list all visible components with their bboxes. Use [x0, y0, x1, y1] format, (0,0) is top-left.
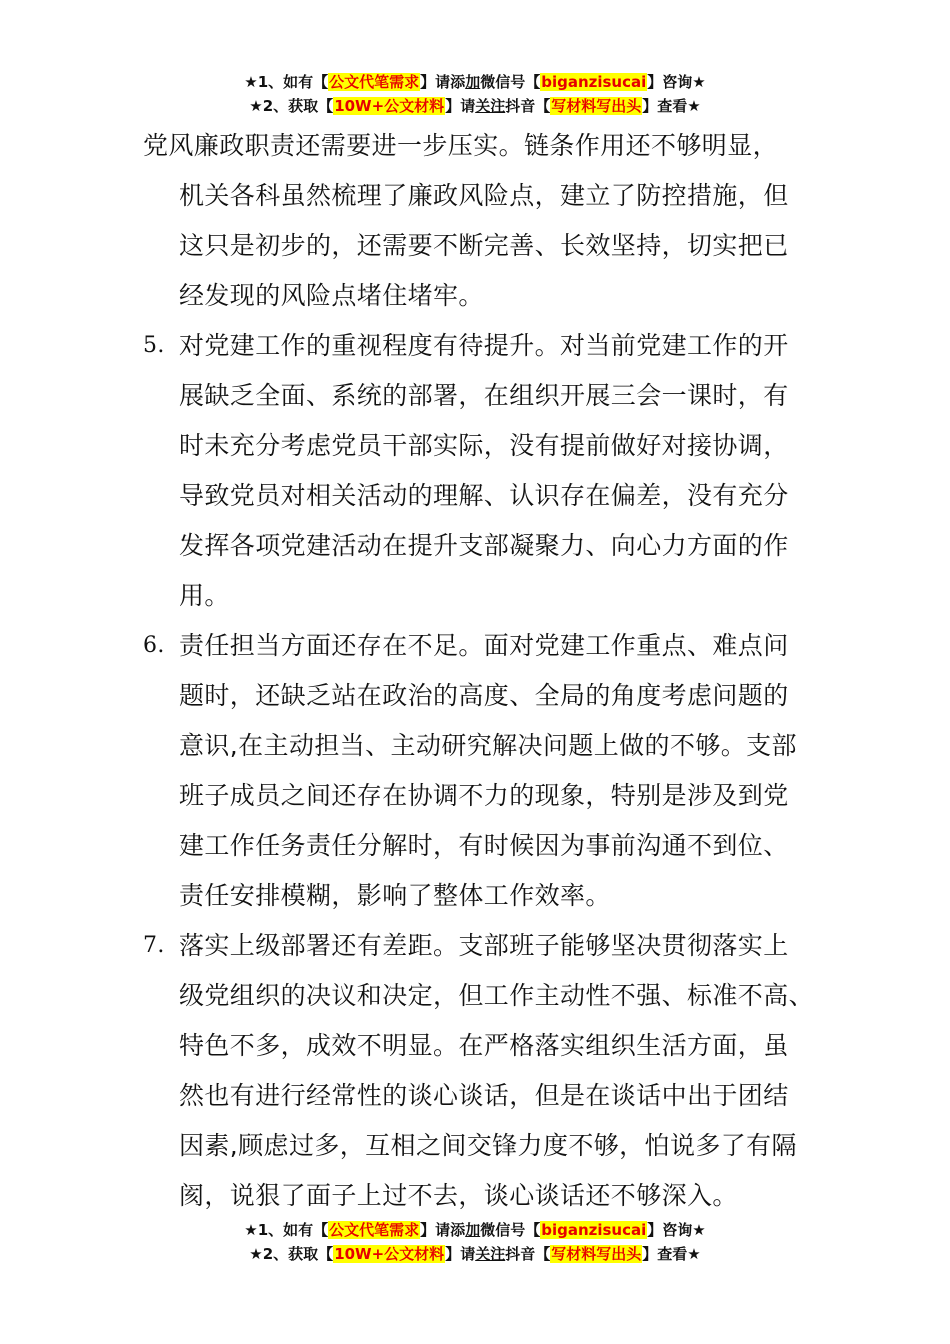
paragraph-number: 7.: [143, 933, 165, 958]
banner-text: ★1、如有【: [244, 1221, 329, 1239]
banner-text: 抖音【: [505, 97, 551, 115]
banner-line-1: [0, 1218, 950, 1242]
banner-text: 微信号【: [480, 73, 541, 91]
text-line: 责任担当方面还存在不足。面对党建工作重点、难点问: [179, 631, 789, 660]
banner-text: ★2、获取【: [249, 1245, 334, 1263]
highlight-service: 公文代笔需求: [329, 73, 420, 91]
banner-text: 】查看★: [642, 1245, 701, 1263]
highlight-douyin-account: 写材料写出头: [551, 97, 642, 115]
banner-text: 】咨询★: [647, 1221, 706, 1239]
banner-underlined: 关注: [475, 1245, 506, 1263]
banner-text: 】查看★: [642, 97, 701, 115]
text-line: 然也有进行经常性的谈心谈话，但是在谈话中出于团结: [179, 1081, 789, 1110]
text-line: 对党建工作的重视程度有待提升。对当前党建工作的开: [179, 331, 789, 360]
text-line: 责任安排模糊，影响了整体工作效率。: [179, 881, 611, 910]
text-line: 发挥各项党建活动在提升支部凝聚力、向心力方面的作: [179, 531, 789, 560]
document-body: [0, 121, 950, 1221]
text-line: 经发现的风险点堵住堵牢。: [179, 281, 484, 310]
text-line: 机关各科虽然梳理了廉政风险点，建立了防控措施，但: [179, 181, 789, 210]
text-line: 因素,顾虑过多，互相之间交锋力度不够，怕说多了有隔: [179, 1131, 797, 1160]
highlight-service: 公文代笔需求: [329, 1221, 420, 1239]
text-line: 级党组织的决议和决定，但工作主动性不强、标准不高、: [179, 981, 815, 1010]
text-line: 意识,在主动担当、主动研究解决问题上做的不够。支部: [179, 731, 797, 760]
banner-underlined: 关注: [475, 97, 506, 115]
numbered-paragraph-5: [0, 321, 809, 621]
highlight-douyin-account: 写材料写出头: [551, 1245, 642, 1263]
banner-underlined: 加: [465, 1221, 481, 1239]
text-line: 题时，还缺乏站在政治的高度、全局的角度考虑问题的: [179, 681, 789, 710]
paragraph-continued: [0, 121, 809, 321]
highlight-materials: 10W+公文材料: [334, 97, 445, 115]
text-line: 展缺乏全面、系统的部署，在组织开展三会一课时，有: [179, 381, 789, 410]
text-line: 建工作任务责任分解时，有时候因为事前沟通不到位、: [179, 831, 789, 860]
numbered-paragraph-6: [0, 621, 809, 921]
numbered-paragraph-7: [0, 921, 815, 1221]
banner-text: 】咨询★: [647, 73, 706, 91]
banner-underlined: 加: [465, 73, 481, 91]
banner-line-2: [0, 94, 950, 118]
text-line: 党风廉政职责还需要进一步压实。链条作用还不够明显，: [143, 131, 779, 160]
text-line: 导致党员对相关活动的理解、认识存在偏差，没有充分: [179, 481, 789, 510]
paragraph-number: 5.: [143, 333, 165, 358]
banner-text: 】请: [445, 1245, 476, 1263]
banner-text: ★2、获取【: [249, 97, 334, 115]
banner-text: 】请: [445, 97, 476, 115]
banner-line-2: [0, 1242, 950, 1266]
footer-banner: [0, 1218, 950, 1266]
text-line: 特色不多，成效不明显。在严格落实组织生活方面，虽: [179, 1031, 789, 1060]
banner-text: 微信号【: [480, 1221, 541, 1239]
banner-text: 】请添: [420, 1221, 466, 1239]
text-line: 用。: [179, 581, 230, 610]
text-line: 时未充分考虑党员干部实际，没有提前做好对接协调，: [179, 431, 789, 460]
banner-line-1: [0, 70, 950, 94]
highlight-materials: 10W+公文材料: [334, 1245, 445, 1263]
header-banner: [0, 70, 950, 118]
banner-text: 】请添: [420, 73, 466, 91]
text-line: 班子成员之间还存在协调不力的现象，特别是涉及到党: [179, 781, 789, 810]
text-line: 阂，说狠了面子上过不去，谈心谈话还不够深入。: [179, 1181, 738, 1210]
banner-text: ★1、如有【: [244, 73, 329, 91]
paragraph-number: 6.: [143, 633, 165, 658]
text-line: 这只是初步的，还需要不断完善、长效坚持，切实把已: [179, 231, 789, 260]
highlight-wechat-id: biganzisucai: [541, 73, 647, 91]
text-line: 落实上级部署还有差距。支部班子能够坚决贯彻落实上: [179, 931, 789, 960]
highlight-wechat-id: biganzisucai: [541, 1221, 647, 1239]
banner-text: 抖音【: [505, 1245, 551, 1263]
